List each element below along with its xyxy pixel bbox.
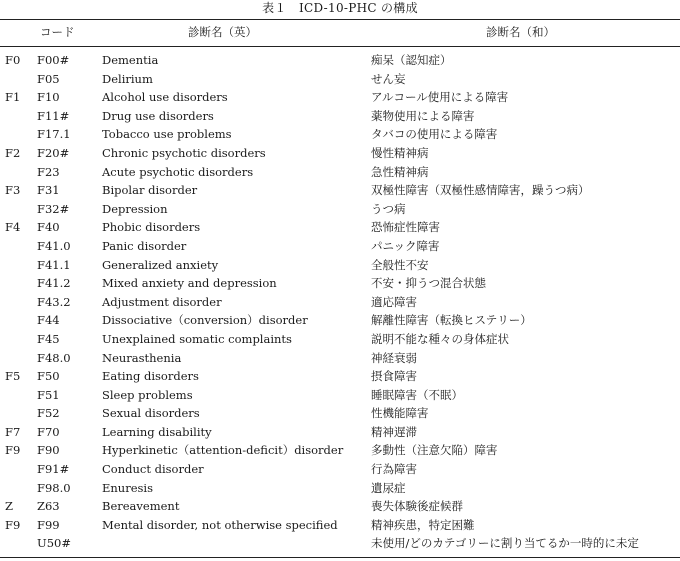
row-japanese-name: 解離性障害（転換ヒステリー）: [371, 313, 532, 328]
row-japanese-name: 摂食障害: [371, 369, 417, 384]
row-group: Z: [5, 499, 13, 514]
row-japanese-name: 痴呆（認知症）: [371, 53, 452, 67]
header-rule: [0, 46, 680, 47]
row-code: F17.1: [37, 127, 71, 142]
row-code: F40: [37, 220, 60, 235]
table-row: [0, 218, 680, 237]
table-row: [0, 237, 680, 256]
table-body: [0, 51, 680, 553]
table-row: [0, 404, 680, 423]
row-english-name: Neurasthenia: [102, 350, 182, 365]
row-english-name: Dementia: [102, 53, 159, 67]
row-japanese-name: 多動性（注意欠陥）障害: [371, 443, 498, 458]
row-english-name: Conduct disorder: [102, 462, 204, 477]
table-row: [0, 200, 680, 219]
row-english-name: Hyperkinetic（attention-deficit）disorder: [102, 443, 344, 458]
table-row: [0, 367, 680, 386]
row-english-name: Bipolar disorder: [102, 183, 198, 198]
row-english-name: Enuresis: [102, 480, 153, 495]
row-code: U50#: [37, 536, 71, 551]
table-row: [0, 479, 680, 498]
row-code: F50: [37, 369, 60, 384]
header-english-name: 診断名（英）: [188, 25, 257, 39]
table-row: [0, 497, 680, 516]
row-english-name: Depression: [102, 201, 168, 216]
row-code: F20#: [37, 145, 70, 160]
row-english-name: Sleep problems: [102, 387, 193, 402]
row-code: F41.0: [37, 238, 71, 253]
row-english-name: Learning disability: [102, 424, 212, 439]
row-japanese-name: 神経衰弱: [371, 350, 417, 365]
row-japanese-name: 性機能障害: [371, 406, 429, 421]
row-english-name: Delirium: [102, 71, 153, 86]
row-english-name: Eating disorders: [102, 369, 199, 384]
row-group: F4: [5, 220, 21, 235]
row-group: F9: [5, 443, 21, 458]
row-english-name: Mental disorder, not otherwise specified: [102, 517, 338, 532]
row-code: F99: [37, 517, 60, 532]
row-english-name: Chronic psychotic disorders: [102, 145, 266, 160]
row-japanese-name: 遺尿症: [371, 480, 406, 495]
row-group: F1: [5, 90, 21, 105]
row-code: F41.1: [37, 257, 71, 272]
table-row: [0, 256, 680, 275]
row-code: F23: [37, 164, 60, 179]
row-code: F44: [37, 313, 60, 328]
row-japanese-name: 行為障害: [371, 462, 417, 477]
row-code: F52: [37, 406, 60, 421]
table-row: [0, 330, 680, 349]
row-code: F31: [37, 183, 60, 198]
table-header: [0, 23, 680, 41]
row-japanese-name: 急性精神病: [371, 164, 429, 179]
row-japanese-name: アルコール使用による障害: [371, 90, 509, 105]
row-code: F43.2: [37, 294, 71, 309]
row-code: F48.0: [37, 350, 71, 365]
table-row: [0, 423, 680, 442]
row-code: Z63: [37, 499, 60, 514]
row-english-name: Mixed anxiety and depression: [102, 276, 277, 291]
header-code: コード: [40, 25, 75, 39]
row-japanese-name: 慢性精神病: [371, 145, 429, 160]
table-row: [0, 349, 680, 368]
row-japanese-name: せん妄: [371, 71, 406, 86]
row-japanese-name: 説明不能な種々の身体症状: [371, 331, 509, 346]
row-group: F5: [5, 369, 21, 384]
row-japanese-name: 精神疾患，特定困難: [371, 517, 475, 532]
row-japanese-name: 薬物使用による障害: [371, 108, 475, 123]
table-row: [0, 516, 680, 535]
row-japanese-name: 精神遅滞: [371, 424, 417, 439]
header-japanese-name: 診断名（和）: [486, 25, 555, 39]
row-code: F70: [37, 424, 60, 439]
table-row: [0, 441, 680, 460]
row-group: F3: [5, 183, 21, 198]
row-code: F90: [37, 443, 60, 458]
row-group: F0: [5, 53, 21, 67]
row-english-name: Alcohol use disorders: [102, 90, 228, 105]
row-group: F9: [5, 517, 21, 532]
row-japanese-name: 全般性不安: [371, 257, 429, 272]
table-row: [0, 181, 680, 200]
row-code: F45: [37, 331, 60, 346]
table-row: [0, 386, 680, 405]
table-row: [0, 107, 680, 126]
table-row: [0, 88, 680, 107]
row-japanese-name: 不安・抑うつ混合状態: [371, 276, 486, 291]
table-row: [0, 534, 680, 553]
table-row: [0, 125, 680, 144]
row-code: F91#: [37, 462, 70, 477]
row-english-name: Dissociative（conversion）disorder: [102, 313, 308, 328]
row-code: F51: [37, 387, 60, 402]
row-english-name: Sexual disorders: [102, 406, 200, 421]
row-japanese-name: 適応障害: [371, 294, 417, 309]
table-row: [0, 274, 680, 293]
row-japanese-name: 双極性障害（双極性感情障害，躁うつ病）: [371, 183, 590, 198]
row-code: F98.0: [37, 480, 71, 495]
table-title: 表１ ICD-10-PHC の構成: [262, 1, 418, 15]
row-english-name: Panic disorder: [102, 238, 187, 253]
bottom-rule: [0, 557, 680, 558]
row-english-name: Phobic disorders: [102, 220, 201, 235]
row-group: F7: [5, 424, 21, 439]
row-japanese-name: 未使用/どのカテゴリーに割り当てるか一時的に未定: [371, 536, 639, 551]
row-code: F32#: [37, 201, 70, 216]
row-english-name: Generalized anxiety: [102, 257, 219, 272]
row-english-name: Acute psychotic disorders: [102, 164, 254, 179]
table-row: [0, 144, 680, 163]
row-english-name: Drug use disorders: [102, 108, 214, 123]
row-english-name: Bereavement: [102, 499, 180, 514]
row-japanese-name: タバコの使用による障害: [371, 127, 498, 142]
row-code: F11#: [37, 108, 70, 123]
row-english-name: Adjustment disorder: [102, 294, 222, 309]
row-japanese-name: 睡眠障害（不眠）: [371, 387, 463, 402]
row-group: F2: [5, 145, 21, 160]
row-japanese-name: 喪失体験後症候群: [371, 499, 463, 514]
table-row: [0, 70, 680, 89]
table-row: [0, 163, 680, 182]
table-row: [0, 460, 680, 479]
row-japanese-name: 恐怖症性障害: [371, 220, 440, 235]
row-code: F41.2: [37, 276, 71, 291]
row-code: F10: [37, 90, 60, 105]
table-row: [0, 51, 680, 70]
row-japanese-name: うつ病: [371, 201, 406, 216]
row-code: F05: [37, 71, 60, 86]
row-japanese-name: パニック障害: [371, 238, 440, 253]
table-row: [0, 293, 680, 312]
row-code: F00#: [37, 53, 70, 67]
top-rule: [0, 19, 680, 20]
row-english-name: Unexplained somatic complaints: [102, 331, 292, 346]
row-english-name: Tobacco use problems: [102, 127, 232, 142]
table-row: [0, 311, 680, 330]
